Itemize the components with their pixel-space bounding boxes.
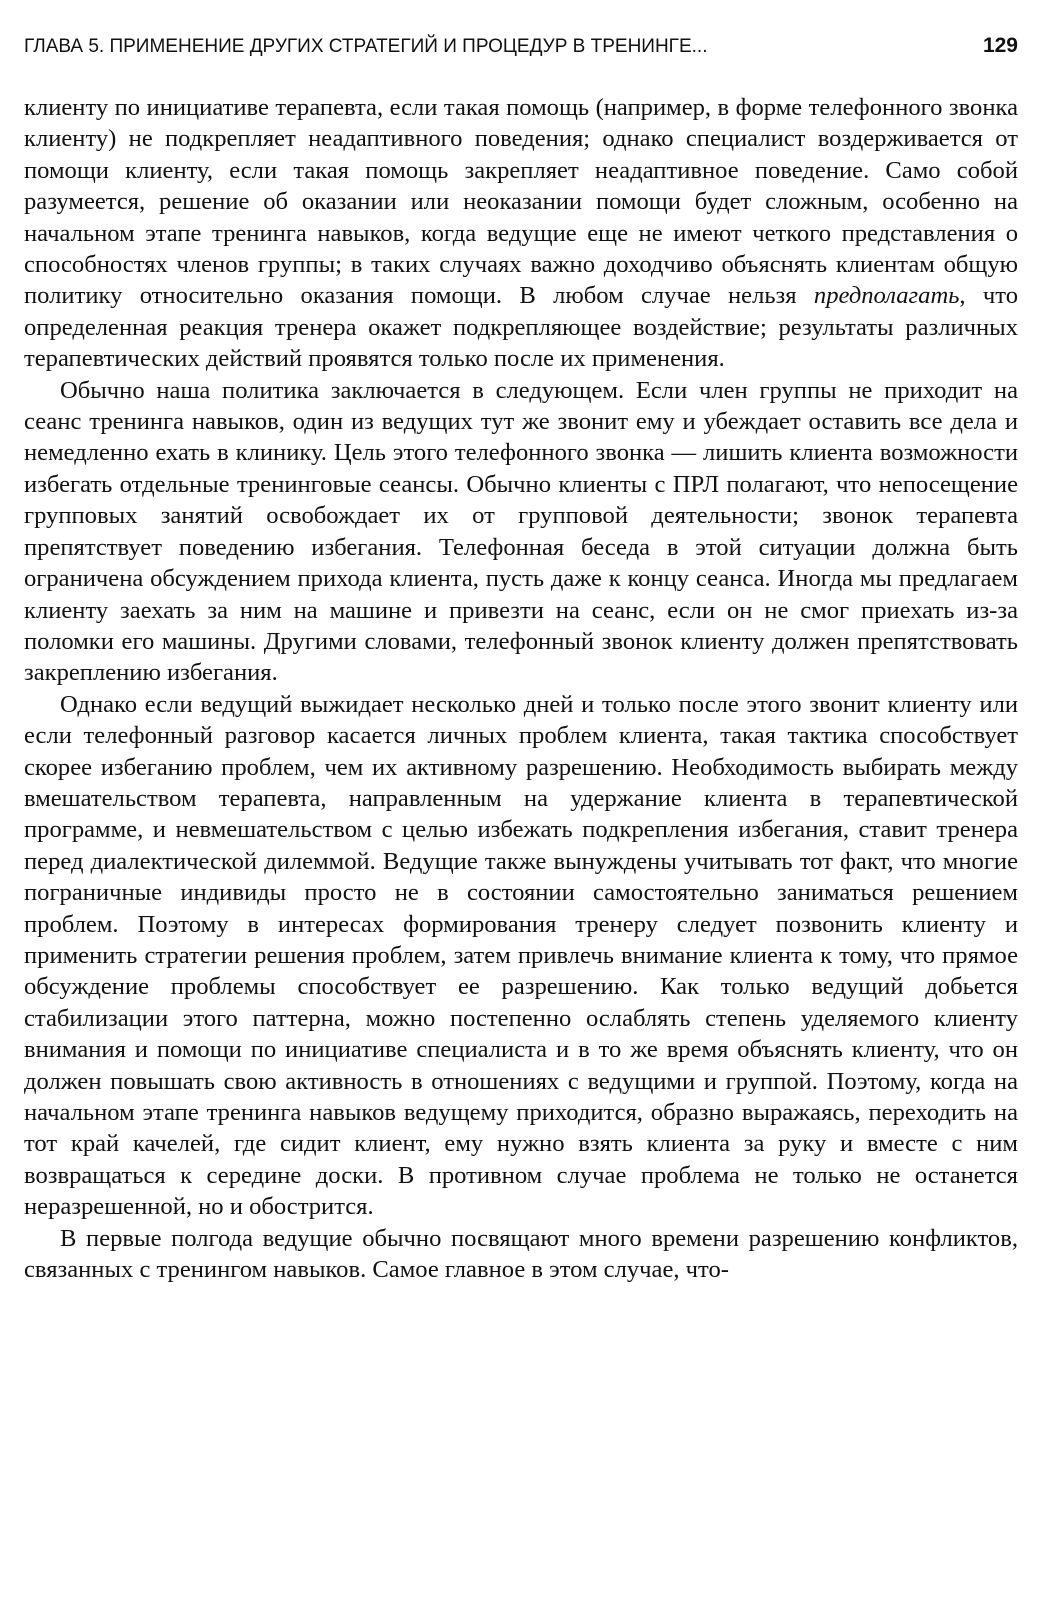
body-text (24, 92, 1018, 1285)
page-number: 129 (982, 34, 1018, 57)
paragraph: В первые полгода ведущие обычно посвящают много времени разрешению конфликтов, связанных с тренингом навыков. Самое главное в этом случае, что- (24, 1224, 1018, 1284)
running-header (24, 34, 1018, 74)
paragraph-text: , что определенная реакция тренера окажет подкрепляющее воздействие; результаты различных терапевтических действий проявятся только после их применения. (24, 282, 1018, 373)
paragraph: Обычно наша политика заключается в следующем. Если член группы не приходит на сеанс тренинга навыков, один из ведущих тут же звонит ему и убеждает оставить все дела и немедленно ехать в клинику. Цель этого телефонного звонка — лишить клиента возможности избегать отдельные тренинговые сеансы. Обычно клиенты с ПРЛ полагают, что непосещение групповых занятий освобождает их от групповой деятельности; звонок терапевта препятствует поведению избегания. Телефонная беседа в этой ситуации должна быть ограничена обсуждением прихода клиента, пусть даже к концу сеанса. Иногда мы предлагаем клиенту заехать за ним на машине и привезти на сеанс, если он не смог приехать из-за поломки его машины. Другими словами, телефонный звонок клиенту должен препятствовать закреплению избегания. (24, 376, 1018, 687)
emphasized-word: предполагать (813, 282, 960, 310)
paragraph: Однако если ведущий выжидает несколько дней и только после этого звонит клиенту или если телефонный разговор касается личных проблем клиента, такая тактика способствует скорее избеганию проблем, чем их активному разрешению. Необходимость выбирать между вмешательством терапевта, направленным на удержание клиента в терапевтической программе, и невмешательством с целью избежать подкрепления избегания, ставит тренера перед диалектической дилеммой. Ведущие также вынуждены учитывать тот факт, что многие пограничные индивиды просто не в состоянии самостоятельно заниматься решением проблем. Поэтому в интересах формирования тренеру следует позвонить клиенту и применить стратегии решения проблем, затем привлечь внимание клиента к тому, что прямое обсуждение проблемы способствует ее разрешению. Как только ведущий добьется стабилизации этого паттерна, можно постепенно ослаблять степень уделяемого клиенту внимания и помощи по инициативе специалиста и в то же время объяснять клиенту, что он должен повышать свою активность в отношениях с ведущими и группой. Поэтому, когда на начальном этапе тренинга навыков ведущему приходится, образно выражаясь, переходить на тот край качелей, где сидит клиент, ему нужно взять клиента за руку и вместе с ним возвращаться к середине доски. В противном случае проблема не только не останется неразрешенной, но и обострится. (24, 690, 1018, 1221)
paragraph (24, 92, 1018, 375)
paragraph-text: клиенту по инициативе терапевта, если такая помощь (например, в форме телефонного звонка клиенту) не подкрепляет неадаптивного поведения; однако специалист воздерживается от помощи клиенту, если такая помощь закрепляет неадаптивное поведение. Само собой разумеется, решение об оказании или неоказании помощи будет сложным, особенно на начальном этапе тренинга навыков, когда ведущие еще не имеют четкого представления о способностях членов группы; в таких случаях важно доходчиво объяснять клиентам общую политику относительно оказания помощи. В любом случае нельзя (24, 94, 1018, 310)
chapter-title: ГЛАВА 5. ПРИМЕНЕНИЕ ДРУГИХ СТРАТЕГИЙ И ПРОЦЕДУР В ТРЕНИНГЕ... (24, 36, 708, 57)
